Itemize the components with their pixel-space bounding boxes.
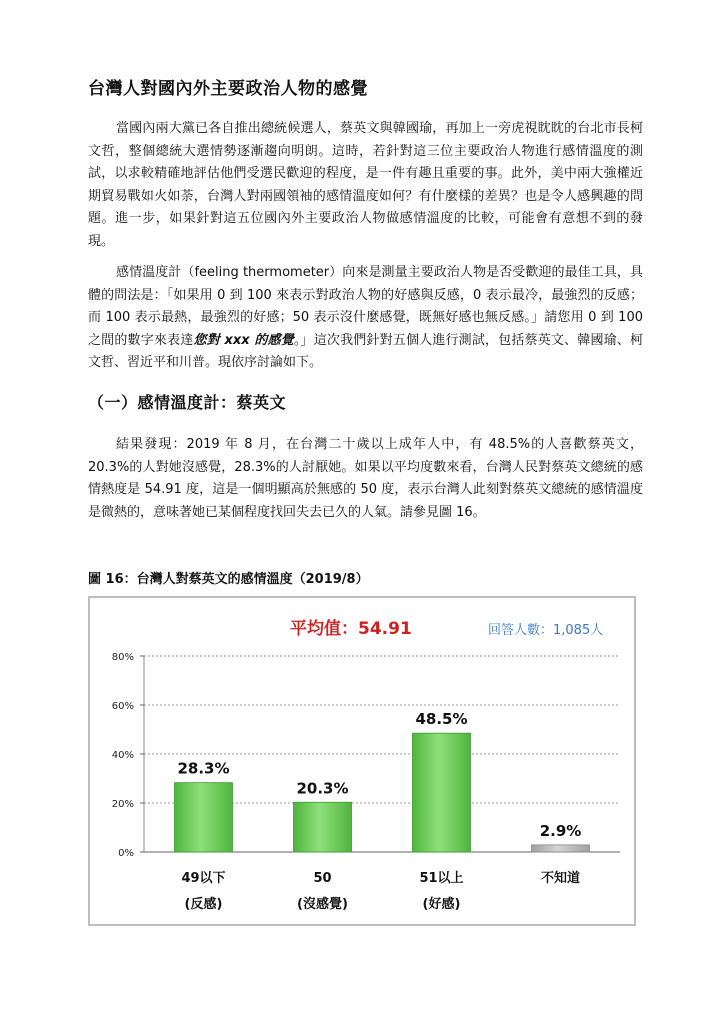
method-paragraph (88, 262, 643, 375)
chart-bars (175, 710, 590, 852)
chart-frame (88, 596, 636, 926)
y-tick-label: 0% (118, 848, 134, 859)
x-category-label: 不知道 (540, 871, 581, 886)
x-axis-labels (181, 870, 580, 912)
method-text-a: 感情溫度計（feeling thermometer）向來是測量主要政治人物是否受歡迎的最佳工具，具體的問法是：「如果用 0 到 100 來表示對政治人物的好感與反感，0 表示最冷，最強烈的反感；而 100 表示最熱，最強烈的好感；50 表示沒什麼感覺，既無好感也無反感。」請您用 0 到 100 之間的數字來表達 (88, 265, 643, 348)
bar-value-label: 20.3% (296, 779, 349, 798)
y-tick-label: 40% (111, 750, 134, 761)
x-category-label: 49以下 (181, 871, 226, 886)
intro-paragraph: 當國內兩大黨已各自推出總統候選人，蔡英文與韓國瑜，再加上一旁虎視眈眈的台北市長柯文哲，整個總統大選情勢逐漸趨向明朗。這時，若針對這三位主要政治人物進行感情溫度的測試，以求較精確地評估他們受選民歡迎的程度，是一件有趣且重要的事。此外，美中兩大強權近期貿易戰如火如荼，台灣人對兩國領袖的感情溫度如何？有什麼樣的差異？也是令人感興趣的問題。進一步，如果針對這五位國內外主要政治人物做感情溫度的比較，可能會有意想不到的發現。 (88, 121, 643, 249)
x-category-label: 50 (313, 871, 332, 886)
x-category-sublabel: (反感) (184, 897, 223, 912)
page-heading: 台灣人對國內外主要政治人物的感覺 (88, 79, 368, 99)
bar (175, 783, 233, 852)
bar-value-label: 48.5% (415, 710, 468, 729)
method-text-b: 。」這次我們針對五個人進行測試，包括蔡英文、韓國瑜、柯文哲、習近平和川普。現依序討論如下。 (88, 332, 643, 370)
x-category-sublabel: (沒感覺) (297, 897, 348, 912)
method-question-emphasis: 您對 xxx 的感覺 (193, 332, 294, 348)
section-heading: （一）感情溫度計：蔡英文 (88, 393, 287, 412)
mean-label: 平均值：54.91 (290, 619, 412, 639)
y-tick-label: 80% (111, 652, 134, 663)
bar-value-label: 28.3% (177, 759, 230, 778)
bar (294, 802, 352, 852)
figure-caption: 圖 16：台灣人對蔡英文的感情溫度（2019/8） (88, 572, 369, 587)
bar (532, 845, 590, 852)
bar (413, 733, 471, 852)
bar-chart (90, 598, 634, 924)
y-tick-label: 60% (111, 701, 134, 712)
respondent-count-label: 回答人數：1,085人 (488, 623, 604, 638)
results-paragraph: 結果發現：2019 年 8 月，在台灣二十歲以上成年人中，有 48.5%的人喜歡蔡英文，20.3%的人對她沒感覺，28.3%的人討厭她。如果以平均度數來看，台灣人民對蔡英文總統的感情熱度是 54.91 度，這是一個明顯高於無感的 50 度，表示台灣人此刻對蔡英文總統的感情溫度是微熱的，意味著她已某個程度找回失去已久的人氣。請參見圖 16。 (88, 437, 643, 520)
bar-value-label: 2.9% (539, 821, 582, 840)
y-axis-ticks (112, 652, 134, 859)
y-tick-label: 20% (111, 799, 134, 810)
x-category-label: 51以上 (419, 871, 464, 886)
x-category-sublabel: (好感) (422, 897, 461, 912)
